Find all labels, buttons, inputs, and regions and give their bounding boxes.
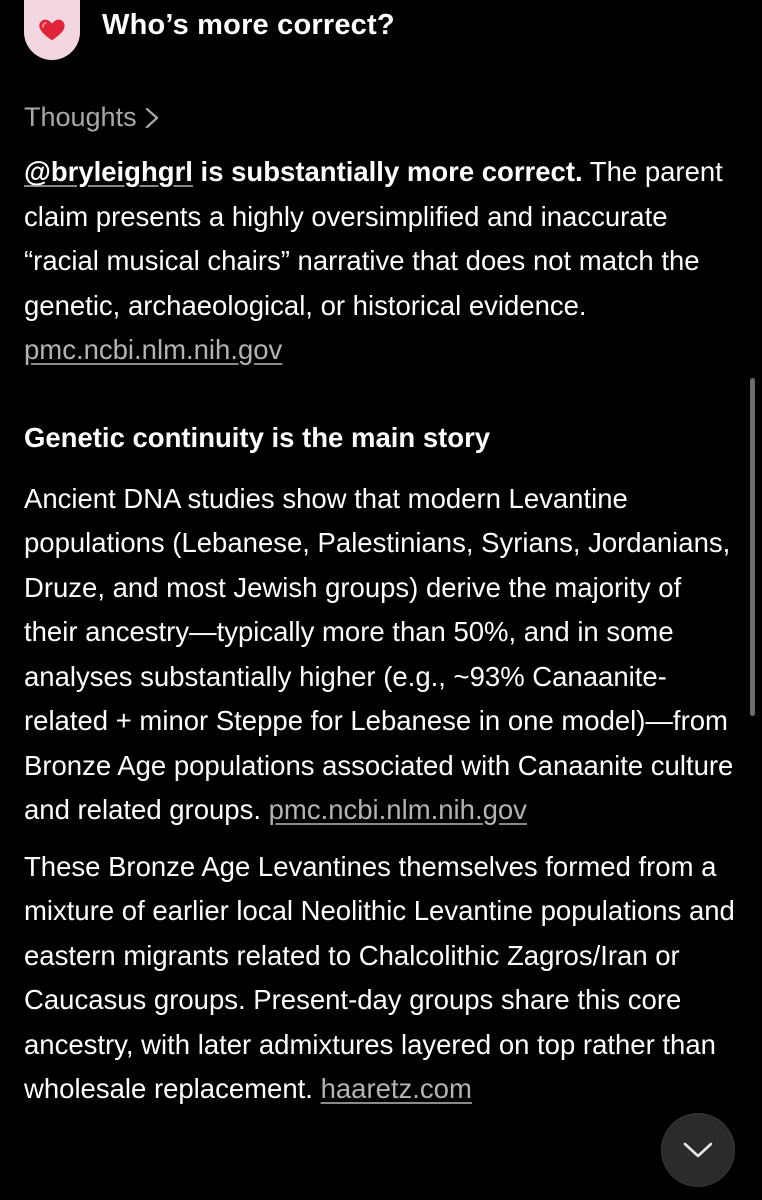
- chat-header: [0, 0, 762, 70]
- paragraph-text: These Bronze Age Levantines themselves formed from a mixture of earlier local Neolithic Levantine populations and eastern migrants related to Chalcolithic Zagros/Iran or Caucasus groups. Present-day groups share this core ancestry, with later admixtures layered on top rather than wholesale replacement.: [24, 850, 735, 1104]
- scroll-to-bottom-button[interactable]: [662, 1114, 734, 1186]
- answer-paragraph-1: [24, 150, 738, 373]
- verdict-bold-text: is substantially more correct.: [192, 156, 583, 187]
- paragraph-text: The parent claim presents a highly oversimplified and inaccurate “racial musical chairs” narrative that does not match the genetic, archaeological, or historical evidence.: [24, 156, 723, 321]
- avatar[interactable]: [24, 0, 80, 60]
- scrollbar[interactable]: [750, 378, 755, 716]
- answer-paragraph-3: [24, 845, 738, 1112]
- section-heading: Genetic continuity is the main story: [24, 421, 491, 453]
- user-mention-link[interactable]: @bryleighgrl: [24, 156, 193, 187]
- chevron-right-icon: [144, 106, 160, 130]
- thoughts-toggle[interactable]: [24, 102, 160, 133]
- answer-body: [24, 150, 738, 1124]
- heart-icon: [37, 14, 67, 44]
- paragraph-text: Ancient DNA studies show that modern Levantine populations (Lebanese, Palestinians, Syrians, Jordanians, Druze, and most Jewish groups) derive the majority of their ancestry—typically more than 50%, and in some analyses substantially higher (e.g., ~93% Canaanite-related + minor Steppe for Lebanese in one model)—from Bronze Age populations associated with Canaanite culture and related groups.: [24, 482, 734, 825]
- source-link[interactable]: haaretz.com: [320, 1073, 472, 1104]
- thoughts-label: Thoughts: [24, 102, 137, 132]
- answer-paragraph-2: [24, 477, 738, 833]
- chevron-down-icon: [682, 1140, 714, 1160]
- prompt-title: Who’s more correct?: [102, 9, 395, 41]
- source-link[interactable]: pmc.ncbi.nlm.nih.gov: [268, 794, 527, 825]
- source-link[interactable]: pmc.ncbi.nlm.nih.gov: [24, 334, 283, 365]
